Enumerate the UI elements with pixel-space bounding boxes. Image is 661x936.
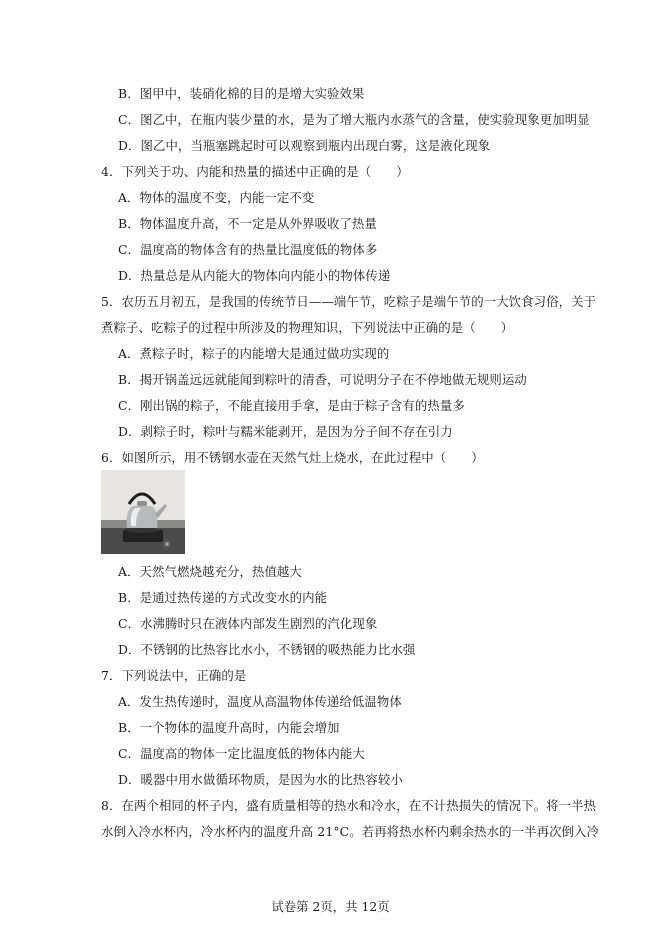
- q7-stem: 7．下列说法中，正确的是: [101, 668, 247, 683]
- q6-option-a: A．天然气燃烧越充分，热值越大: [118, 564, 302, 579]
- q5-stem-line1: 5．农历五月初五，是我国的传统节日——端午节，吃粽子是端午节的一大饮食习俗，关于: [101, 294, 597, 309]
- q3-option-c: C．图乙中，在瓶内装少量的水，是为了增大瓶内水蒸气的含量，使实验现象更加明显: [118, 112, 590, 127]
- q7-option-c: C．温度高的物体一定比温度低的物体内能大: [118, 746, 365, 761]
- q7-option-b: B．一个物体的温度升高时，内能会增加: [118, 720, 340, 735]
- q6-stem: 6．如图所示，用不锈钢水壶在天然气灶上烧水，在此过程中（ ）: [101, 450, 484, 465]
- q4-stem: 4．下列关于功、内能和热量的描述中正确的是（ ）: [101, 164, 409, 179]
- q8-stem-line1: 8．在两个相同的杯子内，盛有质量相等的热水和冷水，在不计热损失的情况下。将一半热: [101, 798, 597, 813]
- kettle-on-stove-photo: [101, 470, 185, 554]
- q5-option-a: A．煮粽子时，粽子的内能增大是通过做功实现的: [118, 346, 390, 361]
- q5-option-b: B．揭开锅盖远远就能闻到粽叶的清香，可说明分子在不停地做无规则运动: [118, 372, 527, 387]
- q4-option-c: C．温度高的物体含有的热量比温度低的物体多: [118, 242, 378, 257]
- q5-option-c: C．刚出锅的粽子，不能直接用手拿，是由于粽子含有的热量多: [118, 398, 465, 413]
- q5-option-d: D．剥粽子时，粽叶与糯米能剥开，是因为分子间不存在引力: [118, 424, 453, 439]
- q3-option-d: D．图乙中，当瓶塞跳起时可以观察到瓶内出现白雾，这是液化现象: [118, 138, 491, 153]
- q6-option-b: B．是通过热传递的方式改变水的内能: [118, 590, 328, 605]
- q3-option-b: B．图甲中，装硝化棉的目的是增大实验效果: [118, 86, 365, 101]
- page-footer: 试卷第 2页，共 12页: [271, 899, 390, 914]
- q6-option-c: C．水沸腾时只在液体内部发生剧烈的汽化现象: [118, 616, 378, 631]
- kettle-illustration: [101, 470, 185, 554]
- q5-stem-line2: 煮粽子、吃粽子的过程中所涉及的物理知识，下列说法中正确的是（ ）: [101, 320, 514, 335]
- q4-option-d: D．热量总是从内能大的物体向内能小的物体传递: [118, 268, 391, 283]
- q6-option-d: D．不锈钢的比热容比水小，不锈钢的吸热能力比水强: [118, 642, 416, 657]
- q4-option-a: A．物体的温度不变，内能一定不变: [118, 190, 315, 205]
- q4-option-b: B．物体温度升高，不一定是从外界吸收了热量: [118, 216, 378, 231]
- q8-stem-line2: 水倒入冷水杯内，冷水杯内的温度升高 21°C。若再将热水杯内剩余热水的一半再次倒入冷: [101, 824, 600, 839]
- q7-option-a: A．发生热传递时，温度从高温物体传递给低温物体: [118, 694, 402, 709]
- q7-option-d: D．暖器中用水做循环物质，是因为水的比热容较小: [118, 772, 403, 787]
